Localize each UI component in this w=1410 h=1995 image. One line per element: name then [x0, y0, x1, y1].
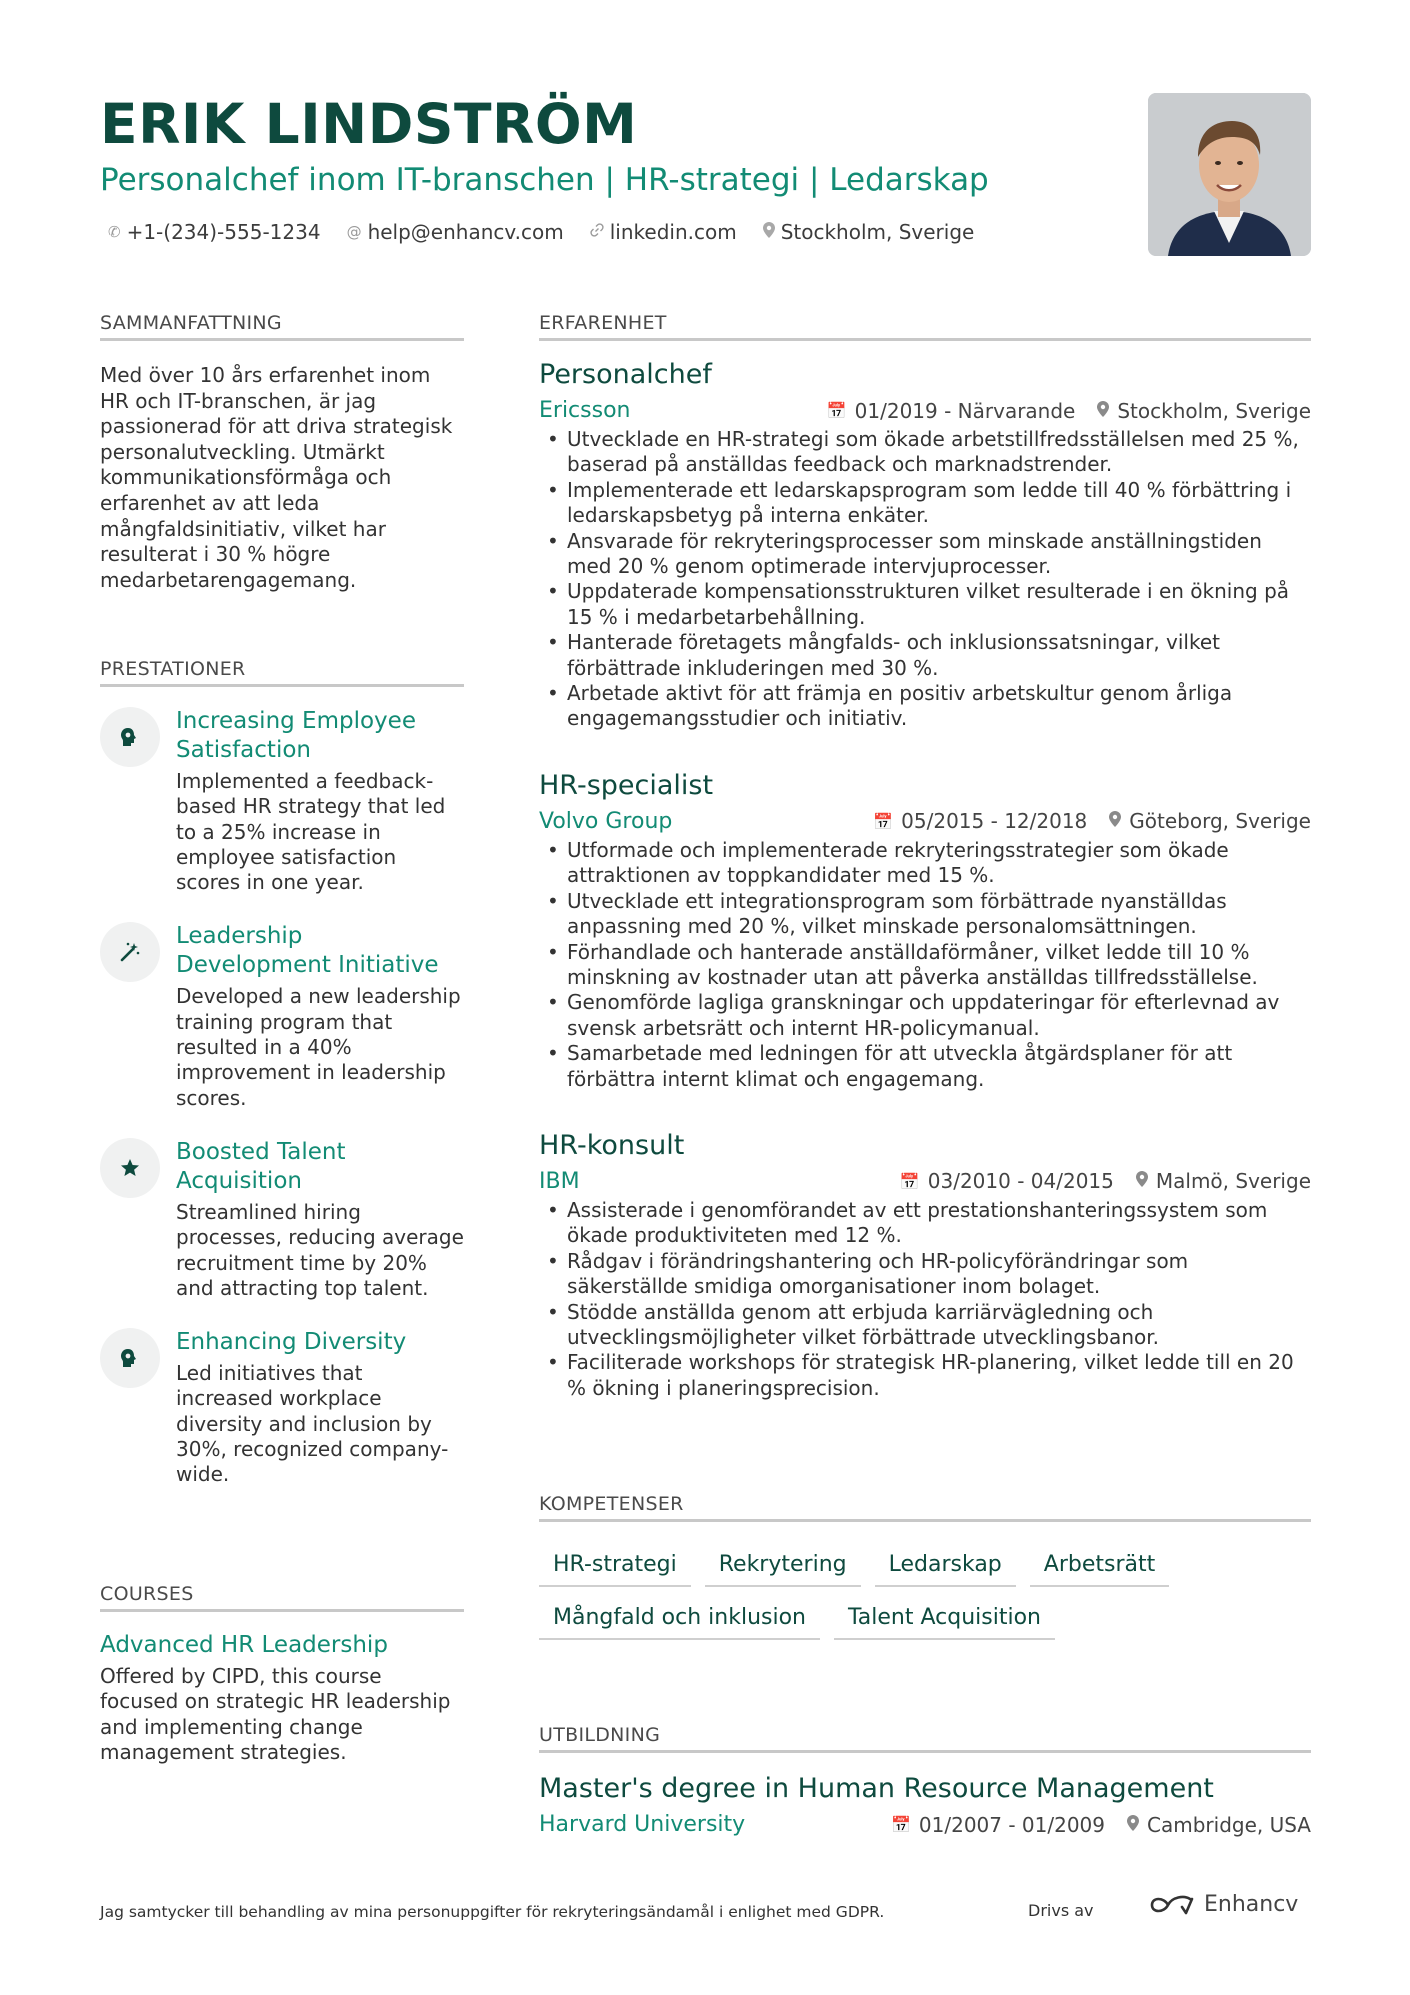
- job-bullet: • Utvecklade en HR-strategi som ökade arbetstillfredsställelsen med 25 %, baserad på anställdas feedback och marknadstrender.: [539, 427, 1311, 478]
- skill-tag: Arbetsrätt: [1030, 1544, 1169, 1587]
- job-bullet: • Utformade och implementerade rekryteringsstrategier som ökade attraktionen av toppkandidater med 15 %.: [539, 838, 1311, 889]
- job-bullet: • Assisterade i genomförandet av ett prestationshanteringssystem som ökade produktiviteten med 12 %.: [539, 1198, 1311, 1249]
- courses-section-title: COURSES: [100, 1583, 464, 1612]
- experience-section: [539, 312, 1311, 1401]
- phone-text: +1-(234)-555-1234: [126, 220, 321, 244]
- job-location: Malmö, Sverige: [1155, 1169, 1311, 1194]
- job-entry: [539, 1130, 1311, 1401]
- education-dates: 01/2007 - 01/2009: [918, 1812, 1106, 1837]
- education-date-location: [891, 1813, 1311, 1837]
- link-icon: [590, 223, 604, 241]
- magic-wand-icon: [100, 922, 160, 982]
- job-bullet: • Rådgav i förändringshantering och HR-policyförändringar som säkerställde smidiga omorganisationer inom bolaget.: [539, 1249, 1311, 1300]
- skill-tag: HR-strategi: [539, 1544, 691, 1587]
- job-entry: [539, 359, 1311, 732]
- left-column: [100, 312, 464, 593]
- job-title: HR-specialist: [539, 769, 714, 801]
- location-pin-icon: [1127, 1815, 1139, 1835]
- company-name: Ericsson: [539, 398, 631, 423]
- contact-email[interactable]: [347, 220, 564, 244]
- skill-tag: Ledarskap: [875, 1544, 1016, 1587]
- calendar-icon: 📅: [826, 401, 847, 420]
- location-pin-icon: [1097, 401, 1109, 421]
- job-bullet: • Hanterade företagets mångfalds- och inklusionssatsningar, vilket förbättrade inkluderingen med 30 %.: [539, 630, 1311, 681]
- contact-phone[interactable]: [108, 220, 321, 244]
- skill-tag: Talent Acquisition: [834, 1597, 1055, 1640]
- enhancv-logo-icon: [1148, 1893, 1194, 1917]
- job-meta: [539, 809, 1311, 834]
- job-bullet: • Arbetade aktivt för att främja en positiv arbetskultur genom årliga engagemangsstudier och initiativ.: [539, 681, 1311, 732]
- contact-bar: [108, 220, 1000, 244]
- achievement-desc: Implemented a feedback-based HR strategy that led to a 25% increase in employee satisfaction scores in one year.: [176, 769, 446, 895]
- course-desc: Offered by CIPD, this course focused on strategic HR leadership and implementing change management strategies.: [100, 1664, 451, 1764]
- job-location: Göteborg, Sverige: [1129, 809, 1311, 834]
- achievement-title: Boosted Talent Acquisition: [176, 1138, 346, 1194]
- job-meta: [539, 398, 1311, 423]
- achievement-item: [100, 1328, 464, 1487]
- job-bullet: • Förhandlade och hanterade anställdaförmåner, vilket ledde till 10 % minskning av kostnader utan att påverka anställdas tillfredsställelse.: [539, 940, 1311, 991]
- achievement-item: [100, 707, 464, 895]
- company-name: Volvo Group: [539, 808, 673, 834]
- job-title: HR-konsult: [539, 1129, 685, 1161]
- education-location: Cambridge, USA: [1147, 1812, 1311, 1837]
- achievements-section-title: PRESTATIONER: [100, 658, 464, 687]
- skill-tag: Mångfald och inklusion: [539, 1597, 820, 1640]
- skills-list: [539, 1534, 1319, 1640]
- job-bullet: • Uppdaterade kompensationsstrukturen vilket resulterade i en ökning på 15 % i medarbetarbehållning.: [539, 579, 1311, 630]
- job-bullet: • Faciliterade workshops för strategisk HR-planering, vilket ledde till en 20 % ökning i planeringsprecision.: [539, 1350, 1311, 1401]
- email-text: help@enhancv.com: [367, 220, 564, 244]
- head-icon: [100, 1328, 160, 1388]
- location-pin-icon: [1109, 811, 1121, 831]
- job-dates: 01/2019 - Närvarande: [854, 398, 1076, 423]
- achievement-title: Increasing Employee Satisfaction: [176, 708, 416, 763]
- job-bullets: [539, 427, 1311, 732]
- calendar-icon: 📅: [890, 1815, 911, 1834]
- powered-by-label: Drivs av: [1028, 1901, 1094, 1920]
- enhancv-logo[interactable]: [1148, 1892, 1298, 1917]
- head-icon: [100, 707, 160, 767]
- achievement-desc: Developed a new leadership training program that resulted in a 40% improvement in leadership scores.: [176, 984, 461, 1110]
- summary-text: Med över 10 års erfarenhet inom HR och IT-branschen, är jag passionerad för att driva strategisk personalutveckling. Utmärkt kommunikationsförmåga och erfarenhet av att leda mångfaldsinitiativ, vilket har resulterat i 30 % högre medarbetarengagemang.: [100, 363, 453, 592]
- skills-section: [539, 1493, 1311, 1640]
- experience-section-title: ERFARENHET: [539, 312, 1311, 341]
- achievement-desc: Streamlined hiring processes, reducing average recruitment time by 20% and attracting top talent.: [176, 1199, 464, 1300]
- skills-section-title: KOMPETENSER: [539, 1493, 1311, 1522]
- education-section: [539, 1724, 1311, 1837]
- school-name: Harvard University: [539, 1812, 746, 1837]
- achievement-title: Leadership Development Initiative: [176, 923, 439, 979]
- job-bullet: • Implementerade ett ledarskapsprogram som ledde till 40 % förbättring i ledarskapsbetyg på interna enkäter.: [539, 478, 1311, 529]
- course-title: Advanced HR Leadership: [100, 1632, 388, 1658]
- job-title: Personalchef: [539, 359, 712, 390]
- contact-location: [763, 220, 975, 244]
- job-meta: [539, 1169, 1311, 1194]
- achievement-item: [100, 922, 464, 1110]
- job-entry: [539, 770, 1311, 1092]
- job-bullet: • Stödde anställda genom att erbjuda karriärvägledning och utvecklingsmöjligheter vilket förbättrade utvecklingsbanor.: [539, 1300, 1311, 1351]
- education-section-title: UTBILDNING: [539, 1724, 1311, 1753]
- linkedin-text: linkedin.com: [609, 220, 737, 244]
- job-bullet: • Genomförde lagliga granskningar och uppdateringar för efterlevnad av svensk arbetsrätt och internt HR-policymanual.: [539, 990, 1311, 1041]
- degree-title: Master's degree in Human Resource Management: [539, 1773, 1214, 1804]
- candidate-name: ERIK LINDSTRÖM: [100, 92, 638, 156]
- courses-section: [100, 1583, 464, 1765]
- profile-photo: [1148, 93, 1311, 256]
- location-pin-icon: [763, 222, 775, 242]
- job-bullet: • Samarbetade med ledningen för att utveckla åtgärdsplaner för att förbättra internt klimat och engagemang.: [539, 1041, 1311, 1092]
- company-name: IBM: [539, 1168, 580, 1194]
- job-bullet: • Ansvarade för rekryteringsprocesser som minskade anställningstiden med 20 % genom optimerade intervjuprocesser.: [539, 529, 1311, 580]
- achievement-title: Enhancing Diversity: [176, 1329, 407, 1356]
- job-dates: 05/2015 - 12/2018: [901, 809, 1088, 834]
- achievement-item: [100, 1138, 464, 1301]
- at-icon: @: [346, 223, 362, 241]
- job-dates: 03/2010 - 04/2015: [927, 1169, 1114, 1194]
- summary-section-title: SAMMANFATTNING: [100, 312, 464, 341]
- phone-icon: ✆: [108, 223, 121, 241]
- achievements-section: [100, 658, 464, 1488]
- skill-tag: Rekrytering: [705, 1544, 861, 1587]
- achievement-desc: Led initiatives that increased workplace diversity and inclusion by 30%, recognized company-wide.: [176, 1361, 449, 1487]
- job-bullets: [539, 1198, 1311, 1401]
- star-icon: [100, 1138, 160, 1198]
- gdpr-consent: Jag samtycker till behandling av mina personuppgifter för rekryteringsändamål i enlighet med GDPR.: [100, 1903, 885, 1921]
- contact-linkedin[interactable]: [590, 220, 737, 244]
- job-location: Stockholm, Sverige: [1117, 398, 1311, 423]
- job-bullets: [539, 838, 1311, 1092]
- brand-name: Enhancv: [1204, 1892, 1299, 1917]
- calendar-icon: 📅: [899, 1171, 920, 1191]
- job-date-location: [827, 399, 1311, 423]
- education-meta: [539, 1812, 1311, 1837]
- job-bullet: • Utvecklade ett integrationsprogram som förbättrade nyanställdas anpassning med 20 %, vilket minskade personalomsättningen.: [539, 889, 1311, 940]
- job-date-location: [873, 809, 1311, 833]
- candidate-headline: Personalchef inom IT-branschen | HR-strategi | Ledarskap: [100, 162, 989, 198]
- location-text: Stockholm, Sverige: [780, 220, 975, 244]
- location-pin-icon: [1136, 1171, 1148, 1191]
- calendar-icon: 📅: [873, 811, 894, 831]
- job-date-location: [900, 1169, 1311, 1193]
